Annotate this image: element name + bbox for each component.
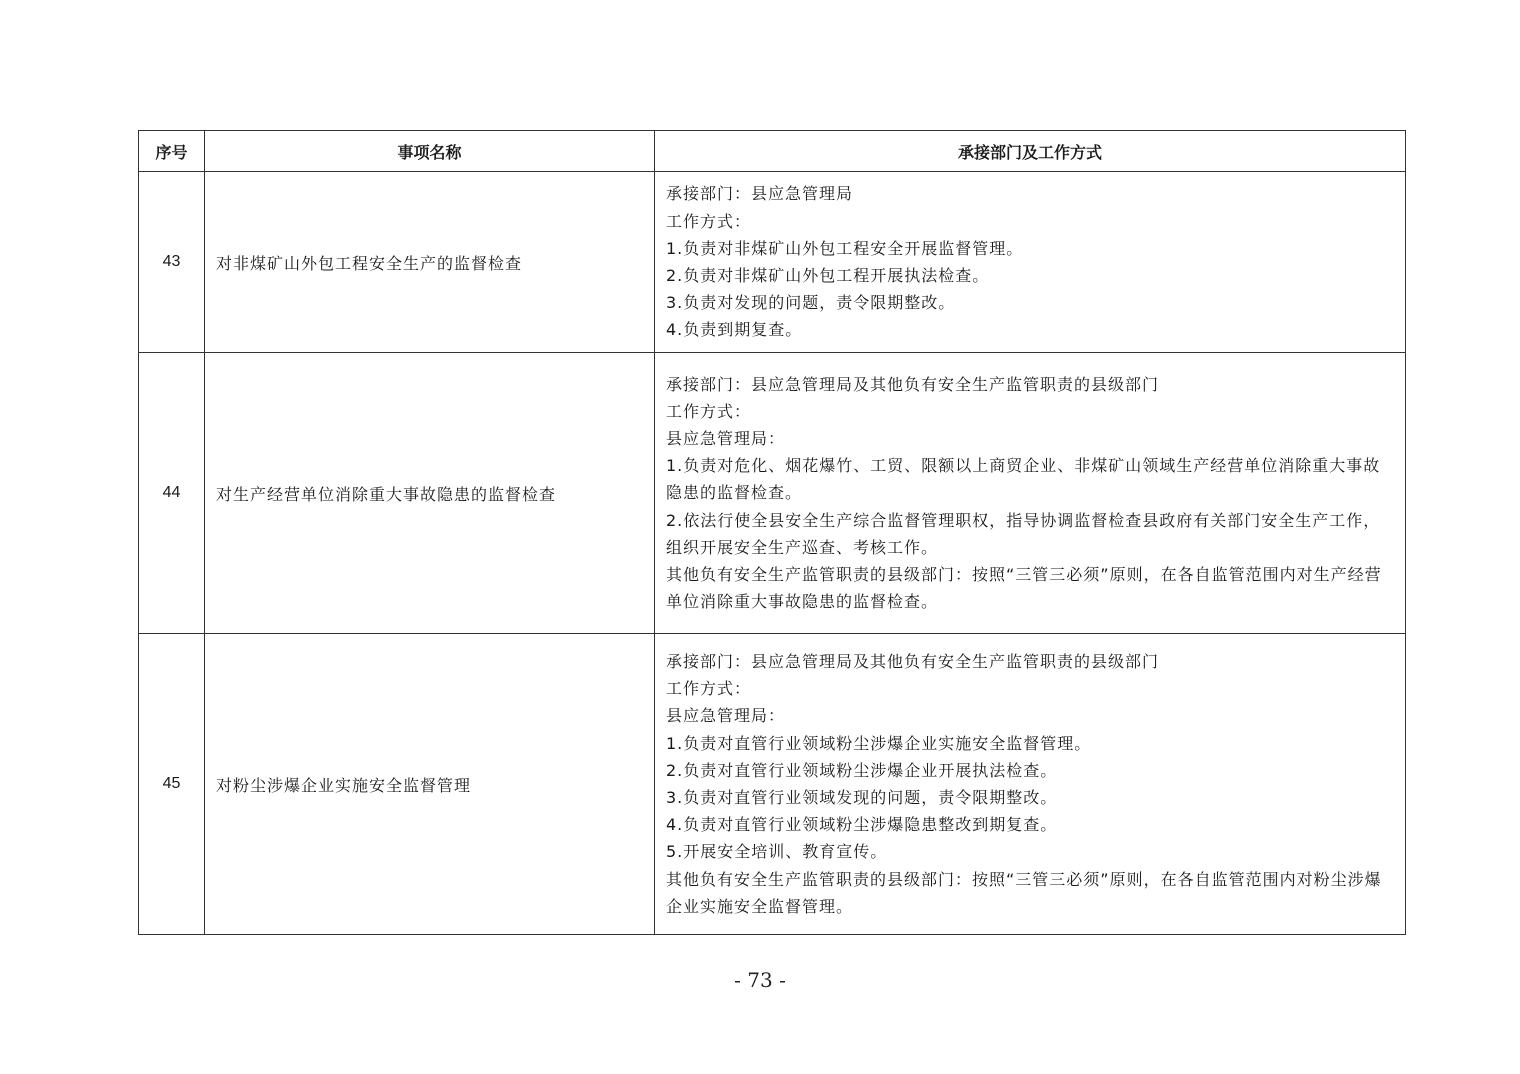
table-row — [139, 353, 1406, 634]
row-dept-method — [655, 353, 1406, 634]
dept-line: 承接部门：县应急管理局及其他负有安全生产监管职责的县级部门 — [666, 374, 1160, 394]
header-dept: 承接部门及工作方式 — [655, 131, 1406, 172]
dept-line: 2.依法行使全县安全生产综合监督管理职权，指导协调监督检查县政府有关部门安全生产工作，组织开展安全生产巡查、考核工作。 — [666, 510, 1381, 557]
header-seq: 序号 — [139, 131, 205, 172]
header-name: 事项名称 — [205, 131, 655, 172]
dept-line: 2.负责对非煤矿山外包工程开展执法检查。 — [666, 266, 990, 285]
table-row — [139, 172, 1406, 353]
dept-line: 工作方式： — [666, 211, 752, 231]
dept-line: 工作方式： — [666, 679, 752, 699]
dept-line: 3.负责对直管行业领域发现的问题，责令限期整改。 — [666, 788, 1058, 807]
table-header-row — [139, 131, 1406, 172]
row-item-name: 对粉尘涉爆企业实施安全监督管理 — [205, 634, 655, 935]
dept-line: 其他负有安全生产监管职责的县级部门：按照“三管三必须”原则，在各自监管范围内对粉尘涉爆企业实施安全监督管理。 — [666, 869, 1382, 916]
row-seq: 45 — [139, 634, 205, 935]
dept-line: 承接部门：县应急管理局 — [666, 184, 854, 204]
dept-line: 承接部门：县应急管理局及其他负有安全生产监管职责的县级部门 — [666, 651, 1160, 671]
dept-line: 其他负有安全生产监管职责的县级部门：按照“三管三必须”原则，在各自监管范围内对生产经营单位消除重大事故隐患的监督检查。 — [666, 565, 1382, 612]
page-number: - 73 - — [734, 968, 786, 992]
row-item-name: 对非煤矿山外包工程安全生产的监督检查 — [205, 172, 655, 353]
row-seq: 43 — [139, 172, 205, 353]
dept-line: 1.负责对直管行业领域粉尘涉爆企业实施安全监督管理。 — [666, 733, 1092, 753]
matters-table — [138, 130, 1406, 935]
dept-line: 5.开展安全培训、教育宣传。 — [666, 842, 888, 862]
row-item-name: 对生产经营单位消除重大事故隐患的监督检查 — [205, 353, 655, 634]
dept-line: 4.负责到期复查。 — [666, 320, 803, 340]
dept-line: 1.负责对危化、烟花爆竹、工贸、限额以上商贸企业、非煤矿山领域生产经营单位消除重大事故隐患的监督检查。 — [666, 456, 1381, 503]
row-seq: 44 — [139, 353, 205, 634]
table-row — [139, 634, 1406, 935]
row-dept-method — [655, 172, 1406, 353]
dept-line: 2.负责对直管行业领域粉尘涉爆企业开展执法检查。 — [666, 760, 1058, 780]
dept-line: 工作方式： — [666, 401, 752, 421]
row-dept-method — [655, 634, 1406, 935]
dept-line: 县应急管理局： — [666, 428, 786, 448]
dept-line: 县应急管理局： — [666, 706, 786, 726]
dept-line: 4.负责对直管行业领域粉尘涉爆隐患整改到期复查。 — [666, 815, 1058, 835]
dept-line: 3.负责对发现的问题，责令限期整改。 — [666, 293, 956, 313]
dept-line: 1.负责对非煤矿山外包工程安全开展监督管理。 — [666, 238, 1024, 258]
